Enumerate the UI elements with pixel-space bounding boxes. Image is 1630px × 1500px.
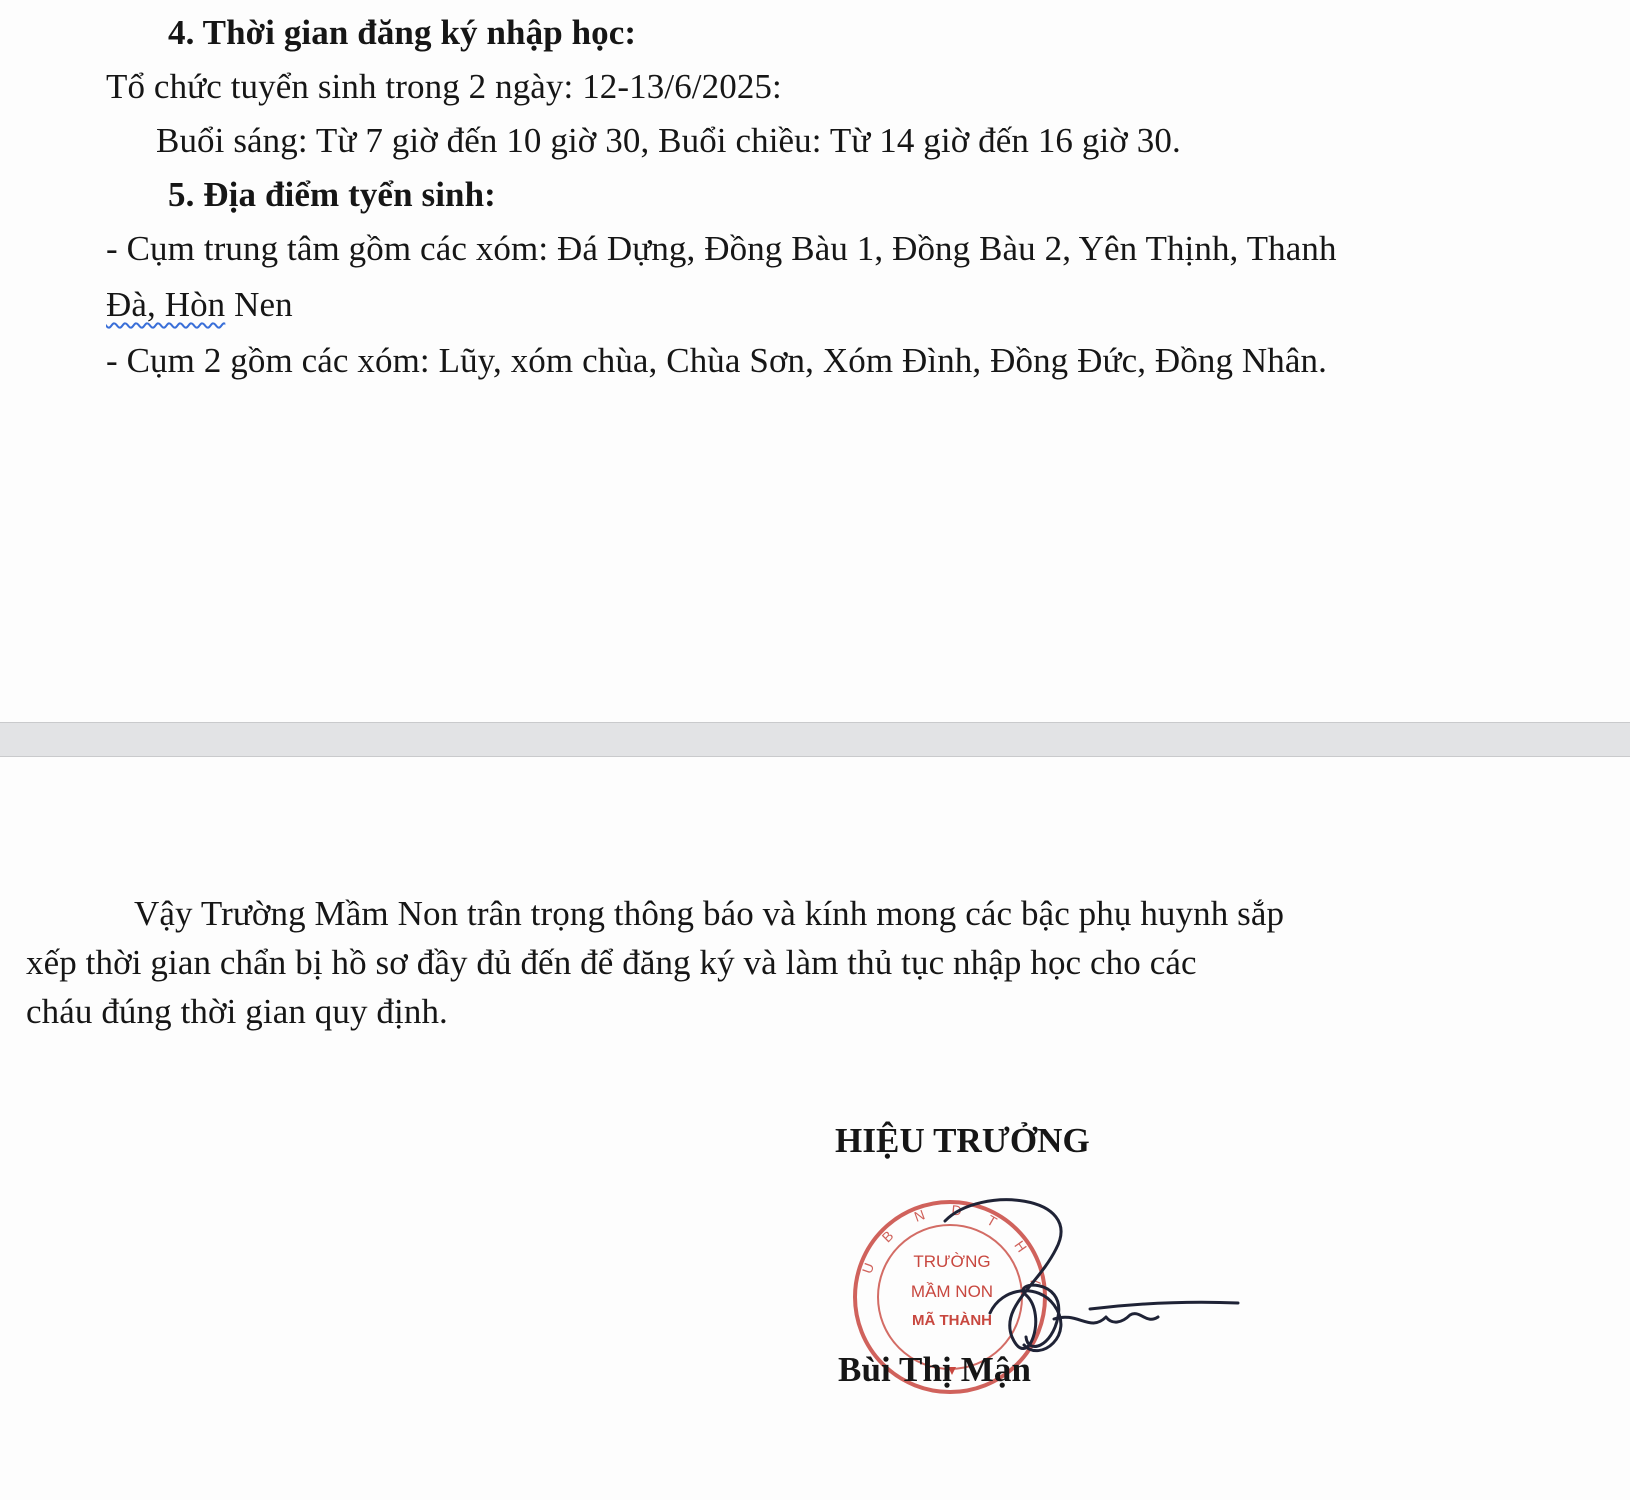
signatory-title: HIỆU TRƯỞNG xyxy=(835,1121,1090,1160)
svg-text:B: B xyxy=(878,1227,897,1246)
section-5-heading: 5. Địa điểm tyển sinh: xyxy=(168,175,496,214)
document-page-top xyxy=(0,0,1630,722)
closing-line-3: cháu đúng thời gian quy định. xyxy=(26,992,448,1031)
spellcheck-underlined-text: Đà, Hòn xyxy=(106,285,226,324)
section-5-cluster-1-line-1: - Cụm trung tâm gồm các xóm: Đá Dựng, Đồng Bàu 1, Đồng Bàu 2, Yên Thịnh, Thanh xyxy=(106,229,1337,268)
document-page-bottom xyxy=(0,757,1630,1500)
svg-text:D: D xyxy=(950,1201,963,1219)
svg-text:T: T xyxy=(984,1211,1000,1230)
section-5-cluster-2: - Cụm 2 gồm các xóm: Lũy, xóm chùa, Chùa Sơn, Xóm Đình, Đồng Đức, Đồng Nhân. xyxy=(106,341,1327,380)
svg-text:U: U xyxy=(858,1260,878,1276)
svg-text:Y: Y xyxy=(1026,1274,1045,1287)
svg-text:H: H xyxy=(1011,1237,1031,1256)
stamp-center-line-2: MẦM NON xyxy=(910,1282,994,1301)
closing-line-1: Vậy Trường Mầm Non trân trọng thông báo và kính mong các bậc phụ huynh sắp xyxy=(134,894,1285,933)
section-4-heading: 4. Thời gian đăng ký nhập học: xyxy=(168,13,637,52)
section-4-line-1: Tổ chức tuyển sinh trong 2 ngày: 12-13/6/2025: xyxy=(106,67,782,106)
section-5-cluster-1-line-2-rest: Nen xyxy=(225,285,293,324)
signatory-name: Bùi Thị Mận xyxy=(838,1350,1032,1389)
stamp-center-line-1: TRƯỜNG xyxy=(913,1252,991,1271)
page-separator xyxy=(0,722,1630,757)
signature-block xyxy=(820,1120,1270,1460)
svg-text:N: N xyxy=(911,1206,927,1225)
closing-line-2: xếp thời gian chẩn bị hồ sơ đầy đủ đến để đăng ký và làm thủ tục nhập học cho các xyxy=(26,943,1197,982)
section-5-cluster-1-line-2 xyxy=(106,284,293,326)
section-4-line-2: Buổi sáng: Từ 7 giờ đến 10 giờ 30, Buổi chiều: Từ 14 giờ đến 16 giờ 30. xyxy=(156,121,1181,160)
stamp-center-line-3: MÃ THÀNH xyxy=(912,1312,992,1329)
